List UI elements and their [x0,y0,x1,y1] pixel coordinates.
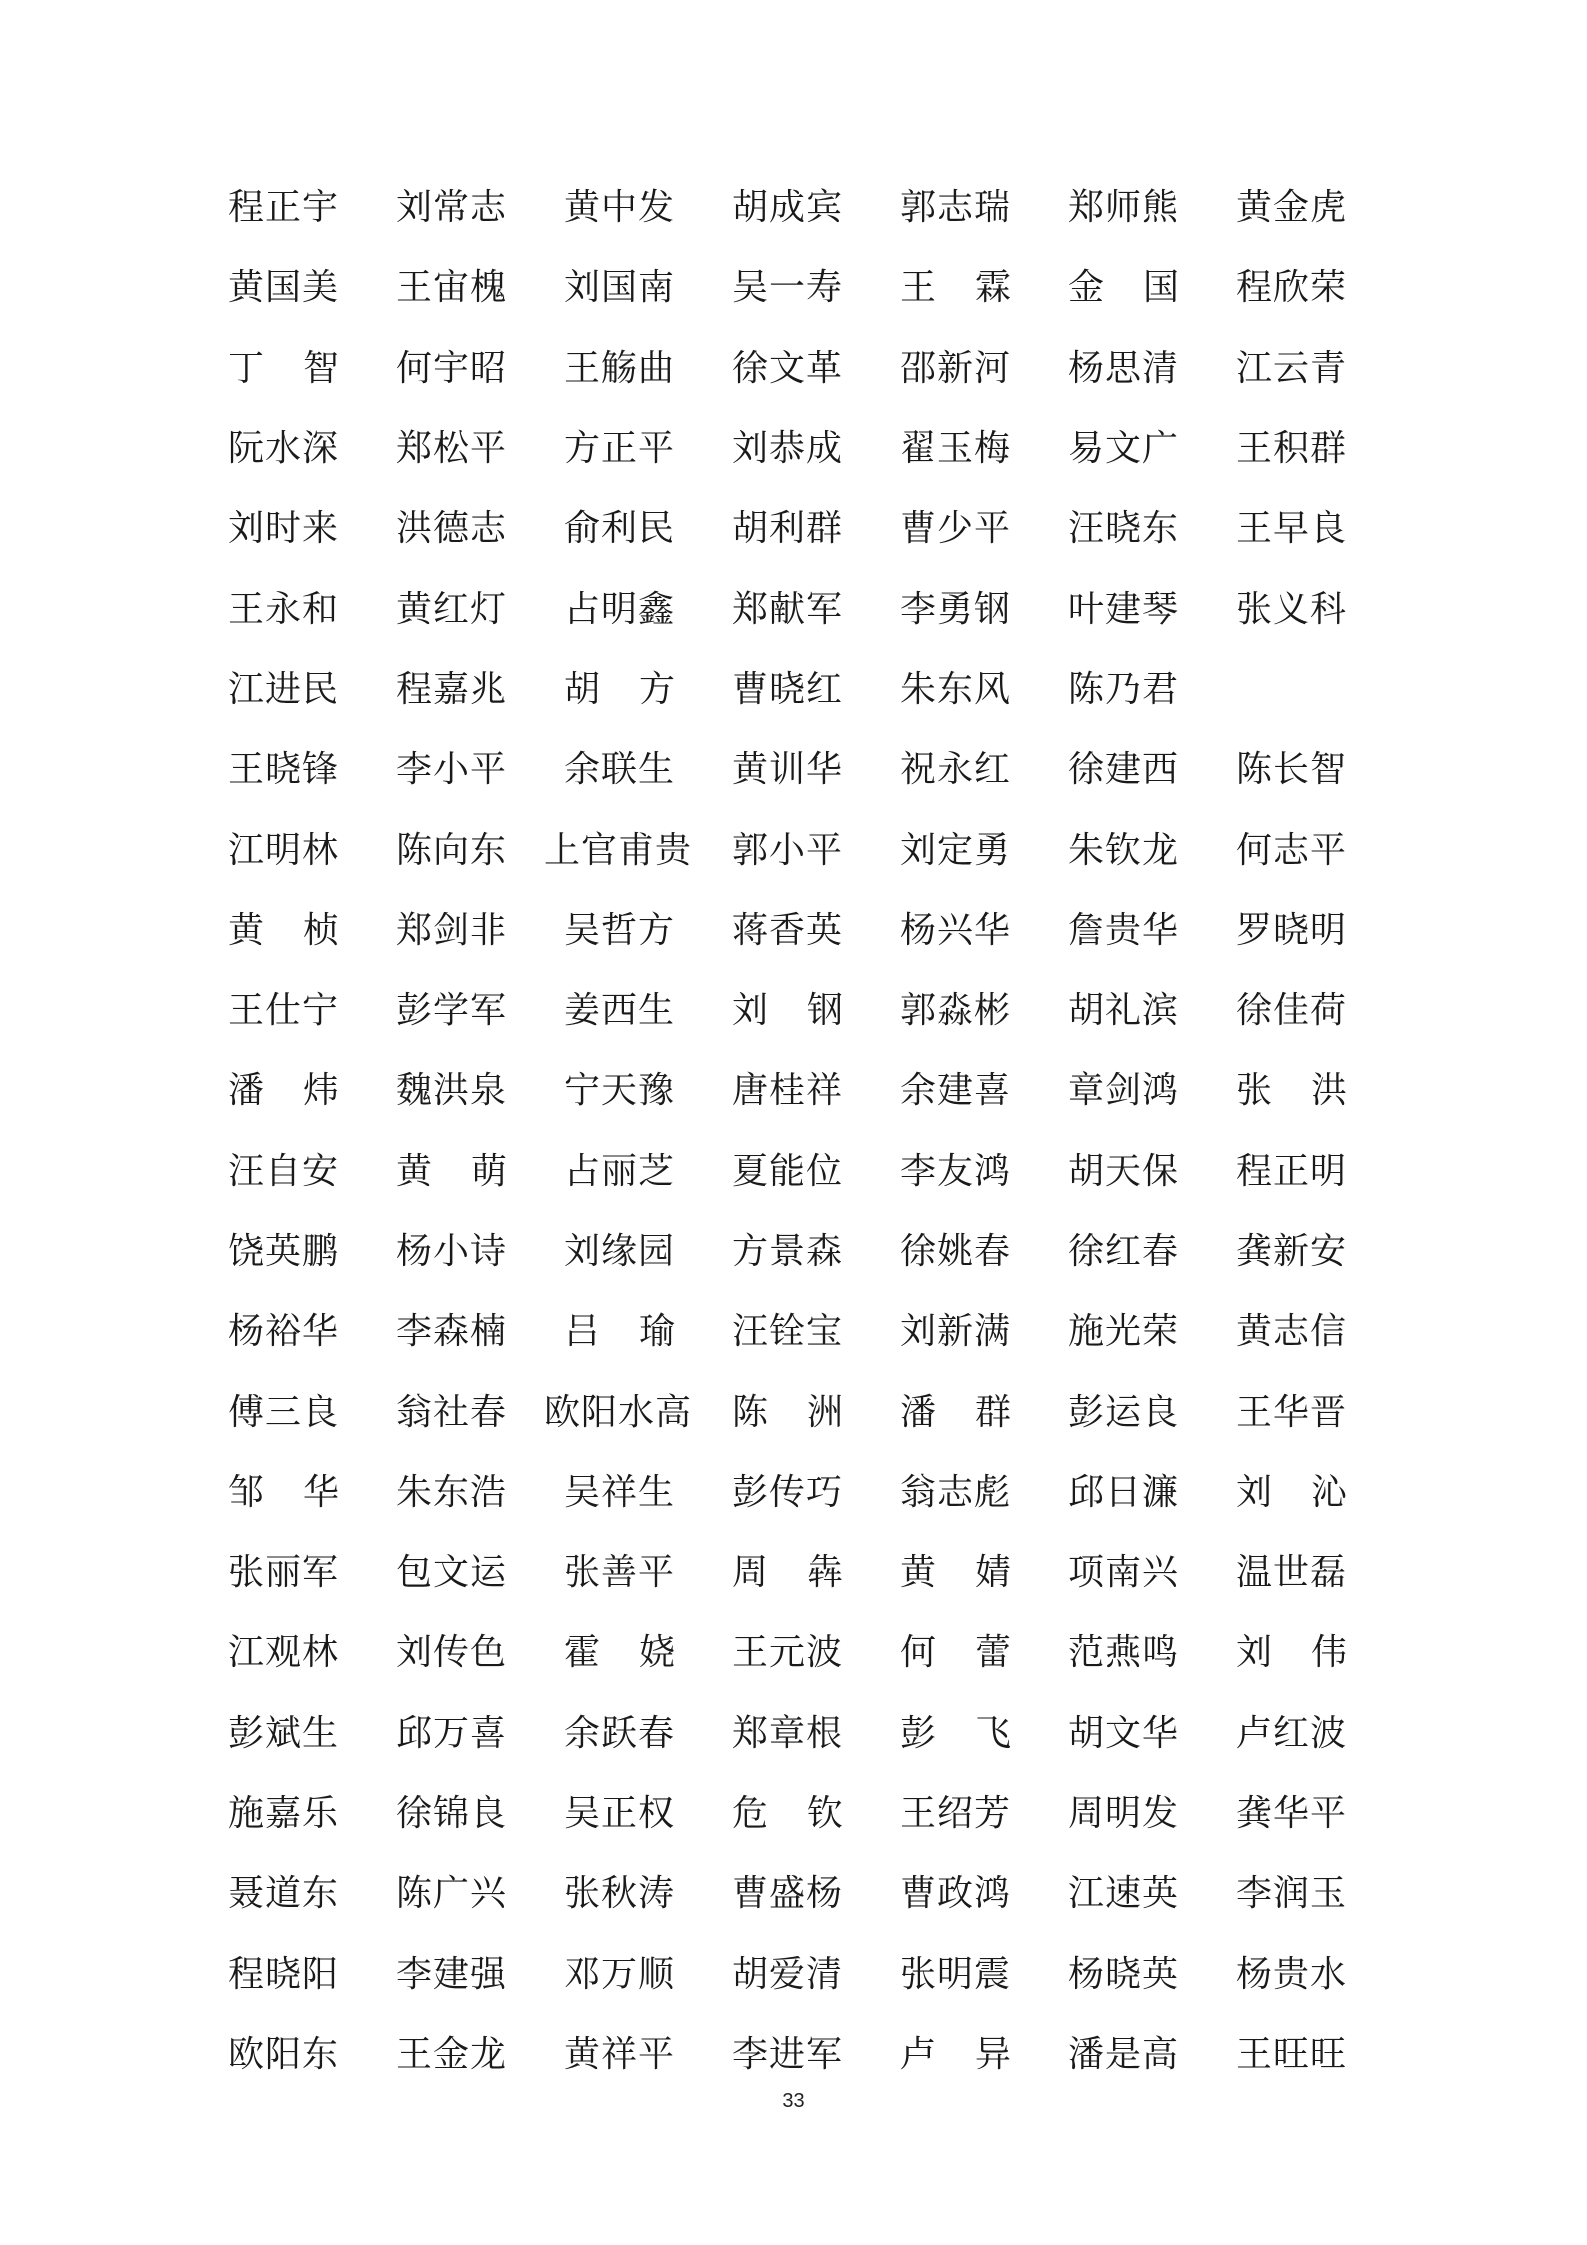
name-entry: 彭 飞 [900,1712,1012,1754]
name-entry: 宁天豫 [564,1070,676,1112]
name-entry: 彭学军 [396,990,508,1032]
name-entry: 王宙槐 [396,267,508,309]
name-entry: 黄 萌 [396,1150,508,1192]
name-entry: 徐锦良 [396,1793,508,1835]
name-entry: 李进军 [732,2033,844,2075]
name-entry: 张义科 [1236,588,1348,630]
name-entry: 龚华平 [1236,1793,1348,1835]
name-entry: 刘时来 [228,508,340,550]
name-entry: 曹政鸿 [900,1873,1012,1915]
name-entry: 上官甫贵 [544,829,693,871]
name-entry: 邵新河 [900,347,1012,389]
name-entry: 徐佳荷 [1236,990,1348,1032]
name-entry: 傅三良 [228,1391,340,1433]
name-entry: 余跃春 [564,1712,676,1754]
name-entry: 程嘉兆 [396,668,508,710]
name-entry: 李建强 [396,1953,508,1995]
name-entry: 吕 瑜 [564,1311,676,1353]
name-entry: 王金龙 [396,2033,508,2075]
name-entry: 刘 钢 [732,990,844,1032]
name-entry: 刘传色 [396,1632,508,1674]
name-entry: 邓万顺 [564,1953,676,1995]
name-entry: 刘国南 [564,267,676,309]
name-entry: 江云青 [1236,347,1348,389]
name-entry: 徐文革 [732,347,844,389]
name-entry: 程正明 [1236,1150,1348,1192]
name-entry: 王 霖 [900,267,1012,309]
name-entry: 危 钦 [732,1793,844,1835]
name-entry: 张善平 [564,1552,676,1594]
name-entry: 刘缘园 [564,1231,676,1272]
name-entry: 方正平 [564,428,676,470]
name-entry: 曹少平 [900,508,1012,550]
name-entry: 胡成宾 [732,187,844,229]
name-entry: 陈乃君 [1068,668,1180,710]
name-entry: 刘恭成 [732,428,844,470]
name-entry: 郑章根 [732,1712,844,1754]
name-entry: 曹盛杨 [732,1873,844,1915]
name-entry: 李润玉 [1236,1873,1348,1915]
name-entry: 施嘉乐 [228,1793,340,1835]
name-entry: 陈 洲 [732,1391,844,1433]
name-entry: 项南兴 [1068,1552,1180,1594]
name-entry: 彭传巧 [732,1471,844,1513]
name-entry: 王华晋 [1236,1391,1348,1433]
name-entry: 王元波 [732,1632,844,1674]
name-entry: 黄训华 [732,749,844,791]
names-grid [228,168,1368,2095]
name-entry: 杨裕华 [228,1311,340,1353]
name-entry: 霍 娆 [564,1632,676,1674]
name-entry: 汪铨宝 [732,1311,844,1353]
name-entry: 程晓阳 [228,1953,340,1995]
name-entry: 吴正权 [564,1793,676,1835]
name-entry: 江观林 [228,1632,340,1674]
name-entry: 张秋涛 [564,1873,676,1915]
name-entry: 朱钦龙 [1068,829,1180,871]
name-entry: 祝永红 [900,749,1012,791]
name-entry: 占明鑫 [564,588,676,630]
name-entry: 余建喜 [900,1070,1012,1112]
name-entry: 郑献军 [732,588,844,630]
name-entry: 邹 华 [228,1471,340,1513]
name-entry: 李勇钢 [900,588,1012,630]
name-entry: 卢红波 [1236,1712,1348,1754]
name-entry: 夏能位 [732,1150,844,1192]
name-entry: 施光荣 [1068,1311,1180,1353]
name-entry: 邱万喜 [396,1712,508,1754]
name-entry: 胡 方 [564,668,676,710]
name-entry: 黄志信 [1236,1311,1348,1353]
name-entry: 潘 炜 [228,1070,340,1112]
name-entry: 卢 异 [900,2033,1012,2075]
name-entry: 郭小平 [732,829,844,871]
name-entry: 占丽芝 [564,1150,676,1192]
name-entry: 郭淼彬 [900,990,1012,1032]
name-entry: 方景森 [732,1231,844,1272]
name-entry: 余联生 [564,749,676,791]
name-entry: 叶建琴 [1068,588,1180,630]
name-entry: 黄 桢 [228,909,340,951]
name-entry: 刘 伟 [1236,1632,1348,1674]
name-entry: 陈广兴 [396,1873,508,1915]
name-entry: 欧阳东 [228,2033,340,2075]
name-entry: 刘新满 [900,1311,1012,1353]
name-entry: 汪晓东 [1068,508,1180,550]
name-entry: 郭志瑞 [900,187,1012,229]
name-entry: 徐红春 [1068,1231,1180,1272]
name-entry: 阮水深 [228,428,340,470]
name-entry: 王旺旺 [1236,2033,1348,2075]
name-entry: 胡礼滨 [1068,990,1180,1032]
name-entry: 温世磊 [1236,1552,1348,1594]
name-entry: 王永和 [228,588,340,630]
name-entry: 潘 群 [900,1391,1012,1433]
name-entry: 李森楠 [396,1311,508,1353]
name-entry: 黄 婧 [900,1552,1012,1594]
name-entry: 郑松平 [396,428,508,470]
name-entry: 聂道东 [228,1873,340,1915]
name-entry: 龚新安 [1236,1231,1348,1272]
name-entry: 刘 沁 [1236,1471,1348,1513]
name-entry: 徐姚春 [900,1231,1012,1272]
name-entry: 刘常志 [396,187,508,229]
name-entry: 吴祥生 [564,1471,676,1513]
name-entry: 杨小诗 [396,1231,508,1272]
name-entry: 潘是高 [1068,2033,1180,2075]
name-entry: 翟玉梅 [900,428,1012,470]
name-entry: 俞利民 [564,508,676,550]
name-entry: 徐建西 [1068,749,1180,791]
name-entry: 黄祥平 [564,2033,676,2075]
name-entry: 汪自安 [228,1150,340,1192]
name-entry [1236,650,1404,730]
name-entry: 张 洪 [1236,1070,1348,1112]
name-entry: 王觞曲 [564,347,676,389]
name-entry: 詹贵华 [1068,909,1180,951]
name-entry: 胡文华 [1068,1712,1180,1754]
name-entry: 江明林 [228,829,340,871]
name-entry: 易文广 [1068,428,1180,470]
name-entry: 包文运 [396,1552,508,1594]
name-entry: 李小平 [396,749,508,791]
name-entry: 张丽军 [228,1552,340,1594]
name-entry: 章剑鸿 [1068,1070,1180,1112]
name-entry: 胡爱清 [732,1953,844,1995]
name-entry: 张明震 [900,1953,1012,1995]
name-entry: 魏洪泉 [396,1070,508,1112]
name-entry: 姜西生 [564,990,676,1032]
name-entry: 朱东浩 [396,1471,508,1513]
name-entry: 杨思清 [1068,347,1180,389]
name-entry: 陈向东 [396,829,508,871]
name-entry: 杨晓英 [1068,1953,1180,1995]
name-entry: 李友鸿 [900,1150,1012,1192]
name-entry: 王晓锋 [228,749,340,791]
name-entry: 程正宇 [228,187,340,229]
name-entry: 王早良 [1236,508,1348,550]
name-entry: 何志平 [1236,829,1348,871]
name-entry: 王绍芳 [900,1793,1012,1835]
name-entry: 王仕宁 [228,990,340,1032]
name-entry: 翁志彪 [900,1471,1012,1513]
name-entry: 黄金虎 [1236,187,1348,229]
name-entry: 曹晓红 [732,668,844,710]
name-entry: 江速英 [1068,1873,1180,1915]
name-entry: 胡利群 [732,508,844,550]
name-entry: 刘定勇 [900,829,1012,871]
name-entry: 黄中发 [564,187,676,229]
name-entry: 杨贵水 [1236,1953,1348,1995]
name-entry: 何宇昭 [396,347,508,389]
name-entry: 彭运良 [1068,1391,1180,1433]
name-entry: 吴一寿 [732,267,844,309]
name-entry: 江进民 [228,668,340,710]
name-entry: 周明发 [1068,1793,1180,1835]
name-entry: 蒋香英 [732,909,844,951]
name-entry: 周 犇 [732,1552,844,1594]
name-entry: 邱日濂 [1068,1471,1180,1513]
name-entry: 杨兴华 [900,909,1012,951]
name-entry: 翁社春 [396,1391,508,1433]
name-entry: 何 蕾 [900,1632,1012,1674]
name-entry: 洪德志 [396,508,508,550]
name-entry: 黄红灯 [396,588,508,630]
name-entry: 彭斌生 [228,1712,340,1754]
name-entry: 朱东风 [900,668,1012,710]
name-entry: 黄国美 [228,267,340,309]
name-entry: 胡天保 [1068,1150,1180,1192]
name-entry: 饶英鹏 [228,1231,340,1272]
name-entry: 范燕鸣 [1068,1632,1180,1674]
name-entry: 程欣荣 [1236,267,1348,309]
name-entry: 罗晓明 [1236,909,1348,951]
name-entry: 金 国 [1068,267,1180,309]
name-entry: 陈长智 [1236,749,1348,791]
name-entry: 郑剑非 [396,909,508,951]
page-number: 33 [782,2090,805,2112]
name-entry: 唐桂祥 [732,1070,844,1112]
name-entry: 吴哲方 [564,909,676,951]
name-entry: 欧阳水高 [544,1391,693,1433]
name-entry: 郑师熊 [1068,187,1180,229]
name-entry: 丁 智 [228,347,340,389]
name-entry: 王积群 [1236,428,1348,470]
